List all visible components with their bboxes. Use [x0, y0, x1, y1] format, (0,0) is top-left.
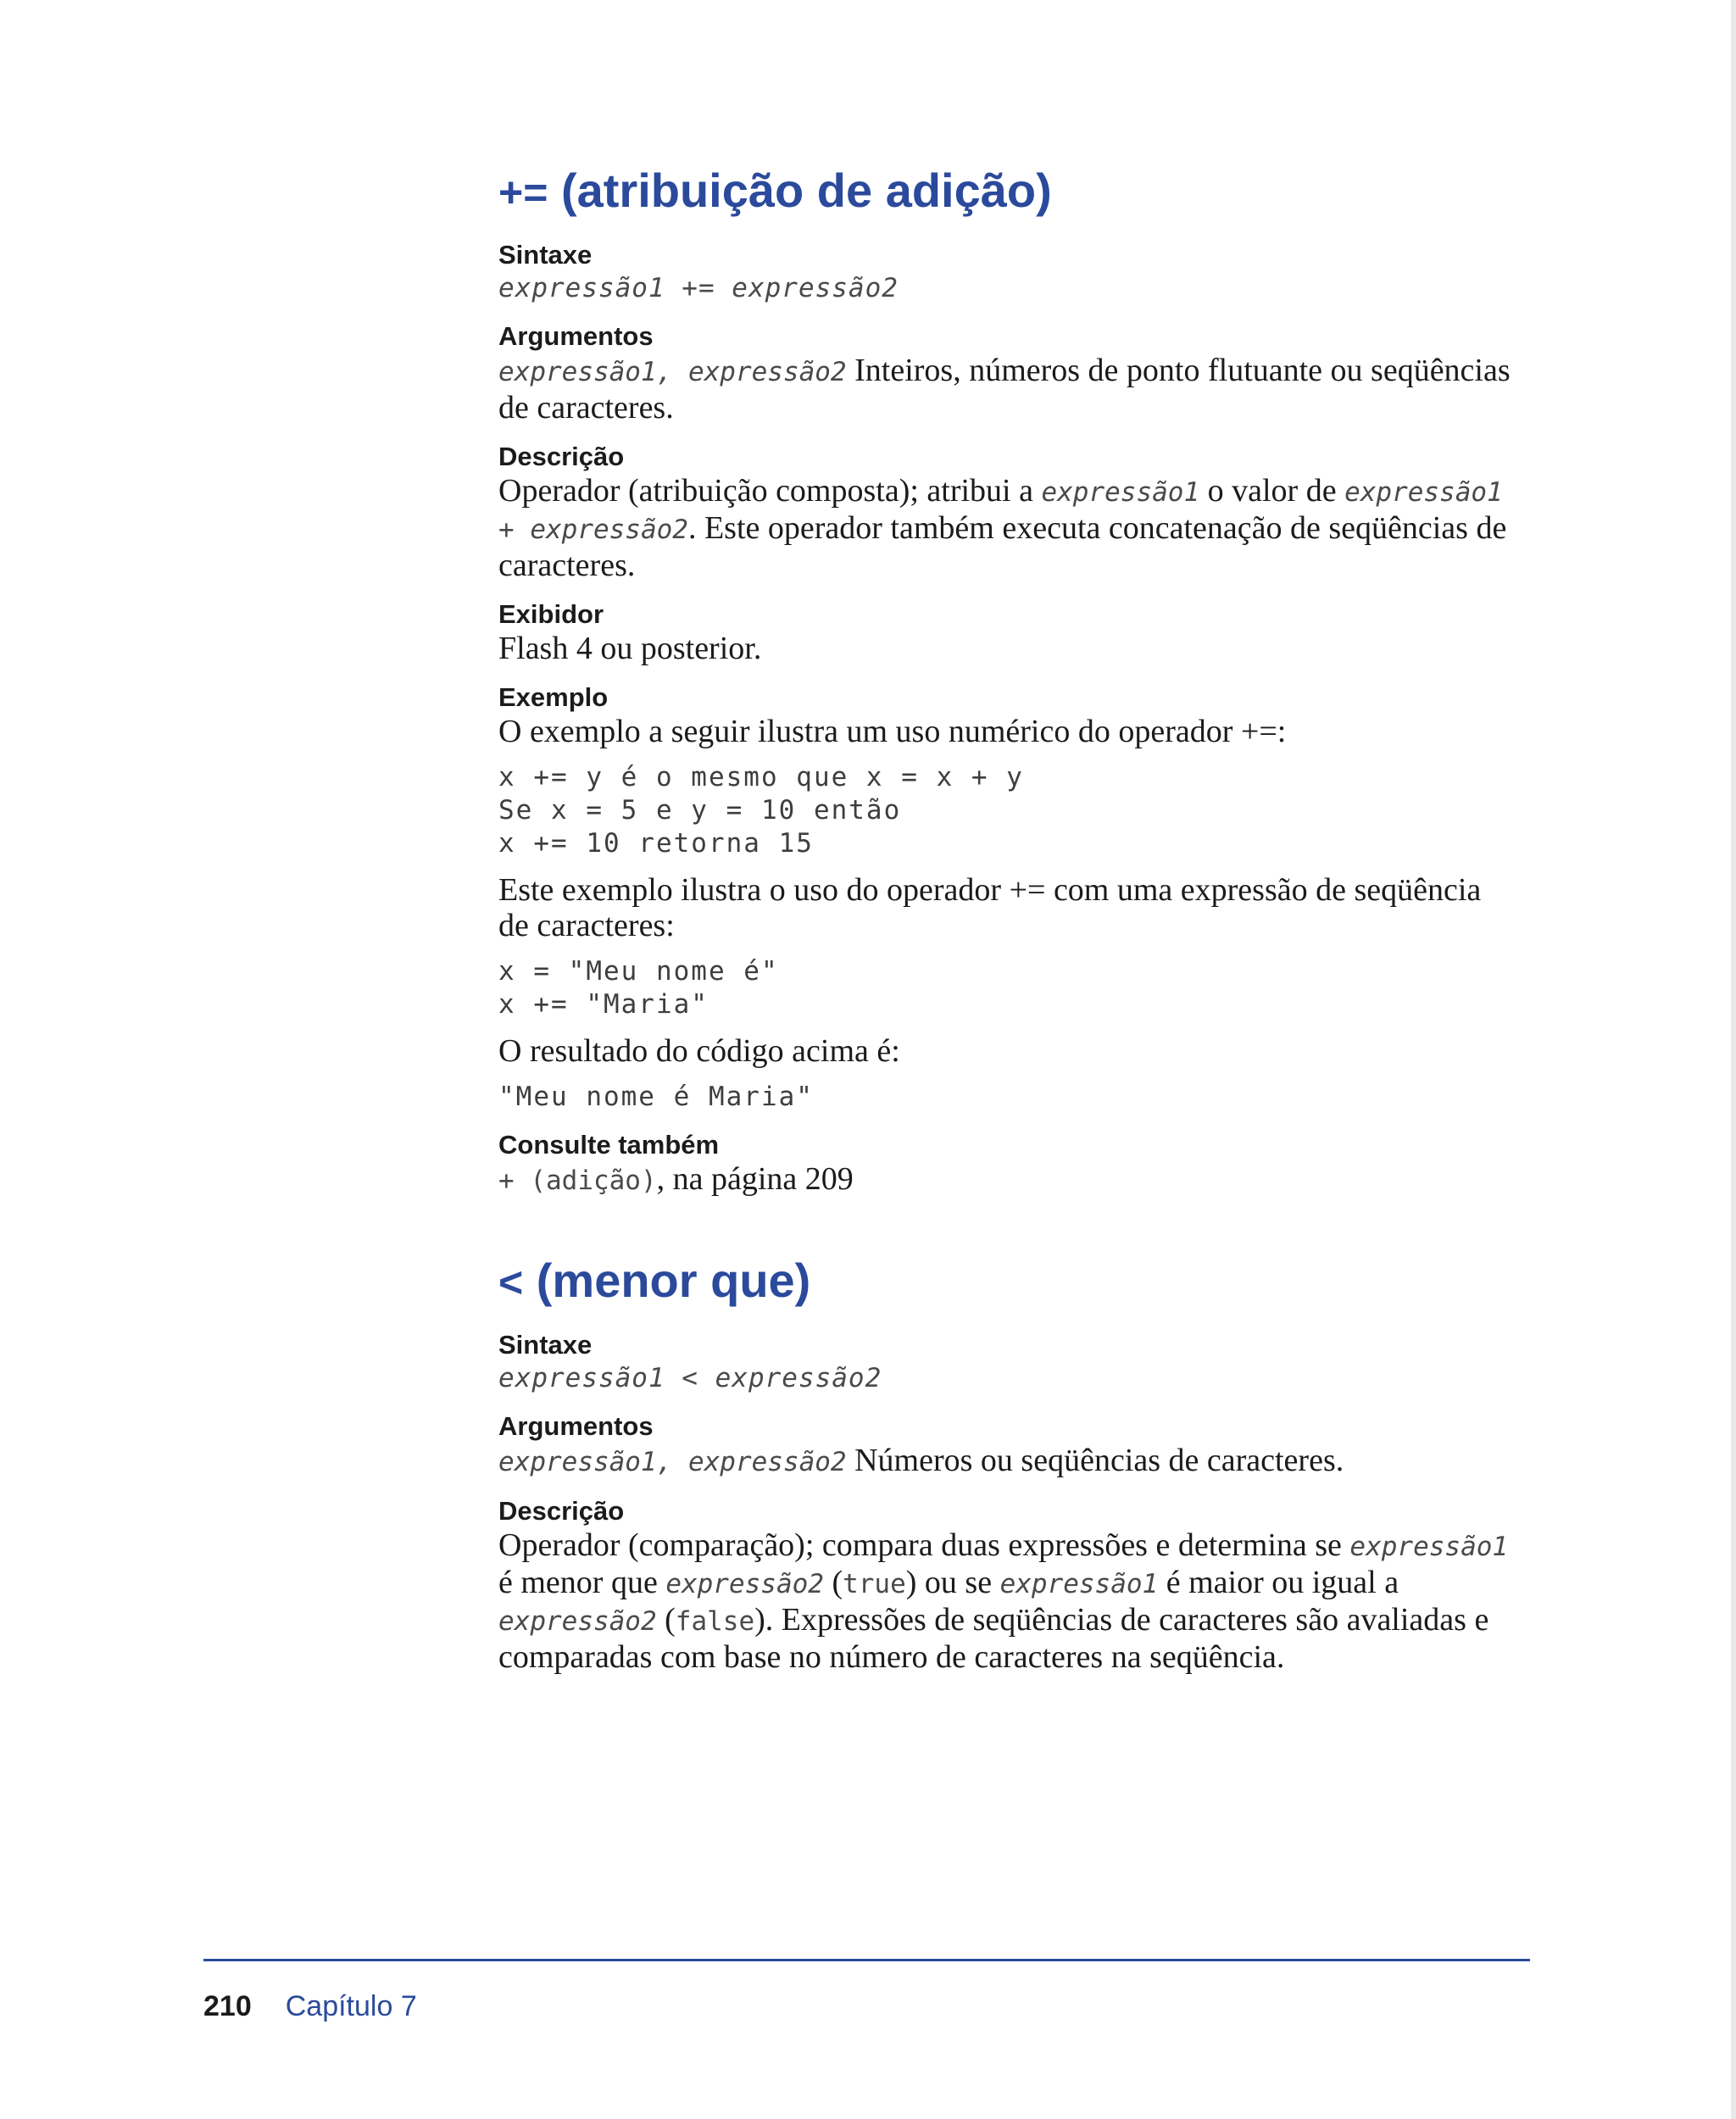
arguments-paragraph: [498, 1443, 1516, 1480]
code-block-string: [498, 955, 1516, 1021]
inline-code: expressão1 + expressão2: [498, 477, 1503, 545]
page-content: [498, 161, 1516, 1675]
code-line: Se x = 5 e y = 10 então: [498, 795, 902, 826]
description-paragraph: [498, 473, 1516, 583]
code-line: "Meu nome é Maria": [498, 1082, 814, 1112]
entry-operator: <: [498, 1259, 524, 1306]
chapter-label: Capítulo 7: [285, 1990, 417, 2022]
code-block-result: [498, 1081, 1516, 1114]
description-text: o valor de: [1199, 473, 1345, 509]
see-also-link[interactable]: + (adição): [498, 1165, 657, 1196]
inline-code: expressão1: [999, 1569, 1159, 1599]
description-text: ) ou se: [905, 1565, 1000, 1600]
syntax-line: expressão1 < expressão2: [498, 1363, 882, 1393]
arguments-paragraph: [498, 353, 1516, 425]
arguments-text: Inteiros, números de ponto flutuante ou seqüências de caracteres.: [498, 353, 1511, 425]
example-intro: O exemplo a seguir ilustra um uso numérico do operador +=:: [498, 714, 1287, 749]
description-text: ). Expressões de seqüências de caracteres são avaliadas e comparadas com base no número de caracteres na seqüência.: [498, 1602, 1489, 1675]
section-label-see-also: Consulte também: [498, 1130, 720, 1160]
inline-code: expressão1: [1041, 477, 1200, 508]
result-intro: O resultado do código acima é:: [498, 1033, 900, 1069]
see-also-paragraph: [498, 1161, 1516, 1199]
inline-code: false: [675, 1606, 755, 1637]
code-line: x += y é o mesmo que x = x + y: [498, 762, 1024, 793]
entry-title-less-than: [498, 1251, 1516, 1312]
section-label-example: Exemplo: [498, 682, 609, 712]
description-text: (: [823, 1565, 843, 1600]
description-text: . Este operador também executa concatenação de seqüências de caracteres.: [498, 510, 1507, 583]
code-line: x += 10 retorna 15: [498, 828, 814, 859]
section-label-arguments: Argumentos: [498, 321, 654, 351]
section-label-description: Descrição: [498, 1496, 625, 1526]
description-text: (: [656, 1602, 676, 1638]
code-block-numeric: [498, 761, 1516, 860]
description-text: é maior ou igual a: [1158, 1565, 1399, 1600]
description-text: Operador (atribuição composta); atribui a: [498, 473, 1042, 509]
arguments-text: Números ou seqüências de caracteres.: [854, 1443, 1344, 1478]
player-text: Flash 4 ou posterior.: [498, 631, 762, 666]
footer-divider: [203, 1959, 1530, 1961]
section-label-arguments: Argumentos: [498, 1411, 654, 1441]
description-text: Operador (comparação); compara duas expressões e determina se: [498, 1527, 1350, 1563]
description-text: é menor que: [498, 1565, 666, 1600]
entry-title-text: (menor que): [536, 1254, 811, 1307]
section-label-syntax: Sintaxe: [498, 240, 593, 270]
page-footer: [203, 1988, 417, 2025]
page-edge: [1731, 0, 1736, 2119]
section-label-syntax: Sintaxe: [498, 1330, 593, 1360]
entry-title-addition-assignment: [498, 161, 1516, 222]
example-intro-string: Este exemplo ilustra o uso do operador += com uma expressão de seqüência de caracteres:: [498, 872, 1482, 943]
section-label-player: Exibidor: [498, 599, 604, 629]
syntax-line: expressão1 += expressão2: [498, 273, 899, 303]
see-also-text: , na página 209: [656, 1161, 854, 1197]
section-label-description: Descrição: [498, 442, 625, 471]
inline-code: true: [843, 1569, 906, 1599]
description-paragraph: [498, 1527, 1516, 1675]
entry-title-text: (atribuição de adição): [560, 164, 1052, 217]
entry-operator: +=: [498, 169, 548, 216]
page-number: 210: [203, 1990, 252, 2022]
arguments-code: expressão1, expressão2: [498, 357, 847, 387]
code-line: x += "Maria": [498, 989, 709, 1020]
arguments-code: expressão1, expressão2: [498, 1447, 847, 1477]
inline-code: expressão1: [1349, 1532, 1509, 1562]
inline-code: expressão2: [665, 1569, 824, 1599]
inline-code: expressão2: [498, 1606, 657, 1637]
code-line: x = "Meu nome é": [498, 956, 779, 987]
